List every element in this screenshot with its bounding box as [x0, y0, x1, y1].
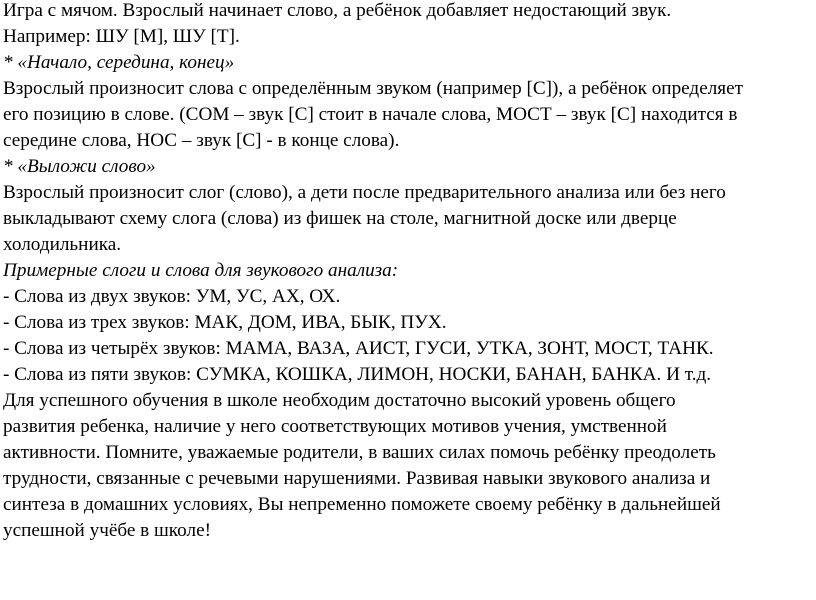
text-line: трудности, связанные с речевыми нарушениями. Развивая навыки звукового анализа и	[3, 468, 711, 489]
text-line-intro-game: Игра с мячом. Взрослый начинает слово, а ребёнок добавляет недостающий звук.	[3, 0, 672, 21]
heading-sample-syllables: Примерные слоги и слова для звукового анализа:	[3, 260, 399, 281]
text-line: активности. Помните, уважаемые родители, в ваших силах помочь ребёнку преодолеть	[3, 442, 716, 463]
list-item-four-sounds: - Слова из четырёх звуков: МАМА, ВАЗА, АИСТ, ГУСИ, УТКА, ЗОНТ, МОСТ, ТАНК.	[3, 338, 714, 359]
list-item-five-sounds: - Слова из пяти звуков: СУМКА, КОШКА, ЛИМОН, НОСКИ, БАНАН, БАНКА. И т.д.	[3, 364, 712, 385]
text-line: холодильника.	[3, 234, 122, 255]
text-line: Взрослый произносит слог (слово), а дети после предварительного анализа или без него	[3, 182, 726, 203]
text-line: развития ребенка, наличие у него соответствующих мотивов учения, умственной	[3, 416, 667, 437]
text-line: Взрослый произносит слова с определённым звуком (например [С]), а ребёнок определяет	[3, 78, 744, 99]
text-line-closing: успешной учёбе в школе!	[3, 520, 211, 541]
text-line: выкладывают схему слога (слова) из фишек на столе, магнитной доске или дверце	[3, 208, 677, 229]
list-item-two-sounds: - Слова из двух звуков: УМ, УС, АХ, ОХ.	[3, 286, 341, 307]
heading-beginning-middle-end: * «Начало, середина, конец»	[3, 52, 235, 73]
text-line: его позицию в слове. (СОМ – звук [С] стоит в начале слова, МОСТ – звук [С] находится в	[3, 104, 738, 125]
text-line: Для успешного обучения в школе необходим достаточно высокий уровень общего	[3, 390, 676, 411]
list-item-three-sounds: - Слова из трех звуков: МАК, ДОМ, ИВА, БЫК, ПУХ.	[3, 312, 447, 333]
heading-lay-out-word: * «Выложи слово»	[3, 156, 156, 177]
text-line: синтеза в домашних условиях, Вы непременно поможете своему ребёнку в дальнейшей	[3, 494, 721, 515]
text-line-example: Например: ШУ [М], ШУ [Т].	[3, 26, 240, 47]
text-line: середине слова, НОС – звук [С] - в конце слова).	[3, 130, 400, 151]
